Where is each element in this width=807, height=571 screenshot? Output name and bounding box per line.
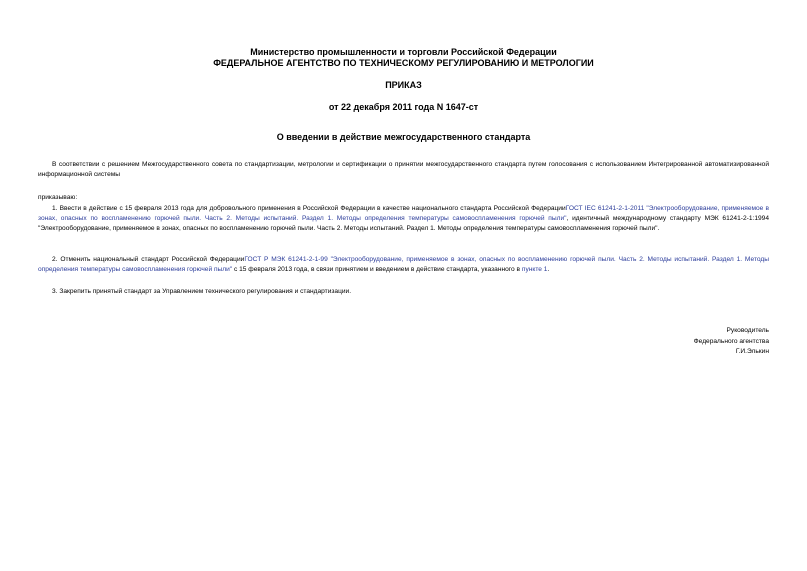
gost-r-mek-61241-link[interactable]: ГОСТ Р МЭК 61241-2-1-99 "Электрооборудование, применяемое в зонах, опасных по воспламенению горючей пыли. Часть 2. Методы испытаний. Раздел 1. Методы определения температуры самовоспламенения горючей пыли" <box>38 256 770 273</box>
signature-agency: Федерального агентства <box>693 337 769 345</box>
item-1-paragraph <box>38 204 769 234</box>
order-date-number: от 22 декабря 2011 года N 1647-ст <box>328 102 479 112</box>
gost-iec-61241-link[interactable]: ГОСТ IEC 61241-2-1-2011 "Электрооборудование, применяемое в зонах, опасных по воспламенению горючей пыли. Часть 2. Методы испытаний. Раздел 1. Методы определения температуры самовоспламенения горючей пыли" <box>38 205 769 222</box>
order-type-heading: ПРИКАЗ <box>385 80 422 90</box>
item-1-reference-link[interactable]: пункте 1 <box>521 266 548 273</box>
item-2-text-middle: с 15 февраля 2013 года, в связи принятием и введением в действие стандарта, указанного в <box>232 266 522 273</box>
signature-position: Руководитель <box>726 327 769 334</box>
item-2-text-start: 2. Отменить национальный стандарт Российской Федерации <box>52 256 245 263</box>
item-2-paragraph <box>38 255 769 275</box>
signature-block <box>569 326 769 358</box>
ministry-heading: Министерство промышленности и торговли Российской Федерации <box>250 47 557 57</box>
signature-name: Г.И.Элькин <box>735 348 769 355</box>
item-2-text-end: . <box>547 266 550 273</box>
agency-heading: ФЕДЕРАЛЬНОЕ АГЕНТСТВО ПО ТЕХНИЧЕСКОМУ РЕГУЛИРОВАНИЮ И МЕТРОЛОГИИ <box>213 58 594 68</box>
item-1-text-end: , идентичный международному стандарту МЭК 61241-2-1:1994 "Электрооборудование, применяемое в зонах, опасных по воспламенению горючей пыли. Часть 2. Методы испытаний. Раздел 1. Методы определения температуры самовоспламенения горючей пыли". <box>38 215 769 232</box>
order-title: О введении в действие межгосударственного стандарта <box>276 132 531 142</box>
preamble-paragraph: В соответствии с решением Межгосударственного совета по стандартизации, метрологии и сертификации о принятии межгосударственного стандарта путем голосования с использованием Интегрированной автоматизированной информационной системы <box>38 161 769 178</box>
item-3-paragraph: 3. Закрепить принятый стандарт за Управлением технического регулирования и стандартизации. <box>52 288 352 295</box>
item-1-text-start: 1. Ввести в действие с 15 февраля 2013 года для добровольного применения в Российской Федерации в качестве национального стандарта Российской Федерации <box>52 205 566 212</box>
order-word: приказываю: <box>38 194 78 201</box>
